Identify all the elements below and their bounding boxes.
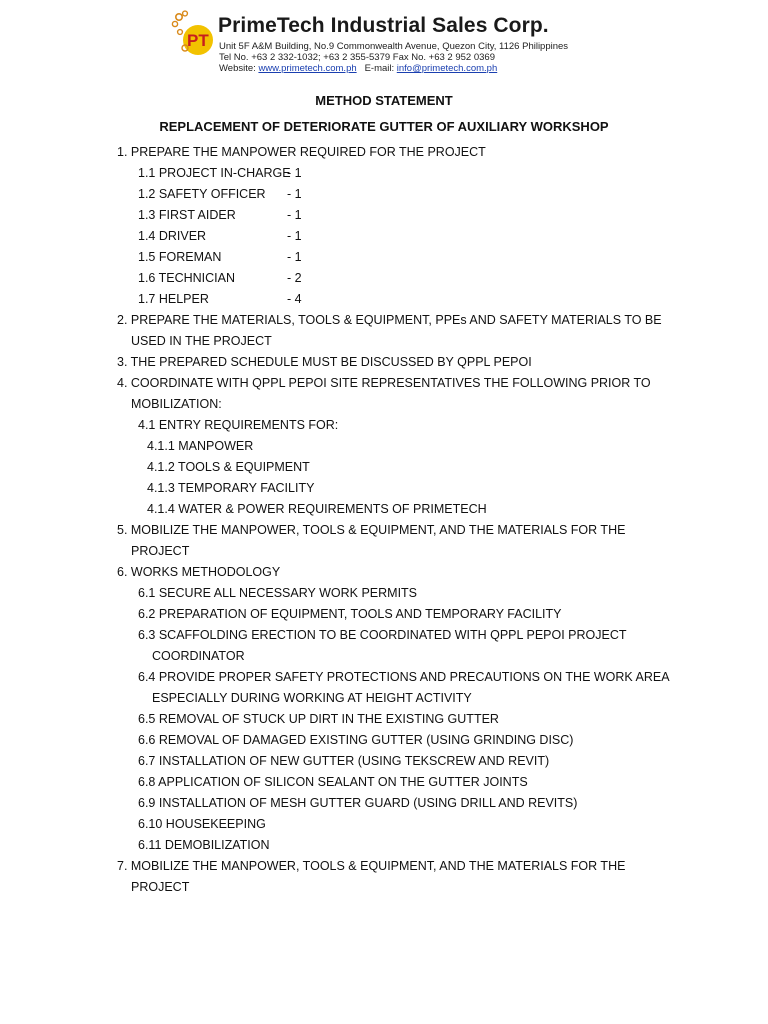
list-item: 4.1.3 TEMPORARY FACILITY (147, 481, 315, 495)
item-label: 1.3 FIRST AIDER (138, 208, 236, 222)
list-item: 6. WORKS METHODOLOGY (117, 565, 281, 579)
list-item-continuation: USED IN THE PROJECT (131, 334, 272, 348)
item-label: 1.2 SAFETY OFFICER (138, 187, 266, 201)
list-item: 4.1 ENTRY REQUIREMENTS FOR: (138, 418, 339, 432)
list-item (138, 249, 302, 265)
item-label: 1.5 FOREMAN (138, 250, 222, 264)
item-count: - 1 (287, 229, 302, 243)
list-item (138, 186, 302, 202)
list-item-continuation: PROJECT (131, 544, 190, 558)
company-phone-fax: Tel No. +63 2 332-1032; +63 2 355-5379 Fax No. +63 2 952 0369 (219, 52, 495, 63)
company-name: PrimeTech Industrial Sales Corp. (218, 14, 549, 37)
svg-text:PT: PT (187, 31, 209, 50)
list-item: 1. PREPARE THE MANPOWER REQUIRED FOR THE PROJECT (117, 145, 486, 159)
list-item (138, 270, 302, 286)
list-item-continuation: COORDINATOR (152, 649, 245, 663)
item-label: 1.4 DRIVER (138, 229, 207, 243)
list-item: 5. MOBILIZE THE MANPOWER, TOOLS & EQUIPMENT, AND THE MATERIALS FOR THE (117, 523, 626, 537)
item-count: - 1 (287, 250, 302, 264)
list-item: 6.3 SCAFFOLDING ERECTION TO BE COORDINATED WITH QPPL PEPOI PROJECT (138, 628, 627, 642)
list-item: 6.1 SECURE ALL NECESSARY WORK PERMITS (138, 586, 418, 600)
list-item: 6.5 REMOVAL OF STUCK UP DIRT IN THE EXISTING GUTTER (138, 712, 499, 726)
list-item (138, 291, 302, 307)
document-title: METHOD STATEMENT (315, 93, 453, 108)
list-item: 4.1.1 MANPOWER (147, 439, 254, 453)
item-count: - 1 (287, 187, 302, 201)
list-item: 6.2 PREPARATION OF EQUIPMENT, TOOLS AND TEMPORARY FACILITY (138, 607, 562, 621)
list-item: 6.8 APPLICATION OF SILICON SEALANT ON THE GUTTER JOINTS (138, 775, 528, 789)
document-subtitle: REPLACEMENT OF DETERIORATE GUTTER OF AUXILIARY WORKSHOP (159, 119, 609, 134)
item-count: - 2 (287, 271, 302, 285)
item-label: 1.6 TECHNICIAN (138, 271, 236, 285)
list-item (138, 207, 302, 223)
website-link[interactable]: www.primetech.com.ph (258, 63, 357, 74)
item-count: - 1 (287, 208, 302, 222)
email-link[interactable]: info@primetech.com.ph (396, 63, 498, 74)
item-label: 1.1 PROJECT IN-CHARGE (138, 166, 291, 180)
list-item (138, 228, 302, 244)
list-item: 6.9 INSTALLATION OF MESH GUTTER GUARD (USING DRILL AND REVITS) (138, 796, 578, 810)
list-item: 3. THE PREPARED SCHEDULE MUST BE DISCUSSED BY QPPL PEPOI (117, 355, 532, 369)
list-item: 4.1.4 WATER & POWER REQUIREMENTS OF PRIMETECH (147, 502, 487, 516)
email-label: E-mail: (364, 63, 397, 74)
list-item (138, 165, 302, 181)
list-item: 6.7 INSTALLATION OF NEW GUTTER (USING TEKSCREW AND REVIT) (138, 754, 550, 768)
item-count: - 1 (287, 166, 302, 180)
list-item-continuation: PROJECT (131, 880, 190, 894)
letterhead (168, 6, 608, 80)
item-label: 1.7 HELPER (138, 292, 209, 306)
list-item: 6.6 REMOVAL OF DAMAGED EXISTING GUTTER (USING GRINDING DISC) (138, 733, 574, 747)
company-address: Unit 5F A&M Building, No.9 Commonwealth Avenue, Quezon City, 1126 Philippines (219, 41, 569, 52)
list-item-continuation: ESPECIALLY DURING WORKING AT HEIGHT ACTIVITY (152, 691, 472, 705)
list-item: 7. MOBILIZE THE MANPOWER, TOOLS & EQUIPMENT, AND THE MATERIALS FOR THE (117, 859, 626, 873)
list-item: 6.11 DEMOBILIZATION (138, 838, 270, 852)
list-item: 4.1.2 TOOLS & EQUIPMENT (147, 460, 310, 474)
website-label: Website: (219, 63, 259, 74)
list-item: 6.4 PROVIDE PROPER SAFETY PROTECTIONS AND PRECAUTIONS ON THE WORK AREA (138, 670, 670, 684)
item-count: - 4 (287, 292, 302, 306)
list-item: 4. COORDINATE WITH QPPL PEPOI SITE REPRESENTATIVES THE FOLLOWING PRIOR TO (117, 376, 651, 390)
list-item-continuation: MOBILIZATION: (131, 397, 222, 411)
list-item: 2. PREPARE THE MATERIALS, TOOLS & EQUIPMENT, PPEs AND SAFETY MATERIALS TO BE (117, 313, 662, 327)
company-logo-icon (170, 10, 216, 58)
company-web-email (219, 63, 497, 74)
list-item: 6.10 HOUSEKEEPING (138, 817, 266, 831)
